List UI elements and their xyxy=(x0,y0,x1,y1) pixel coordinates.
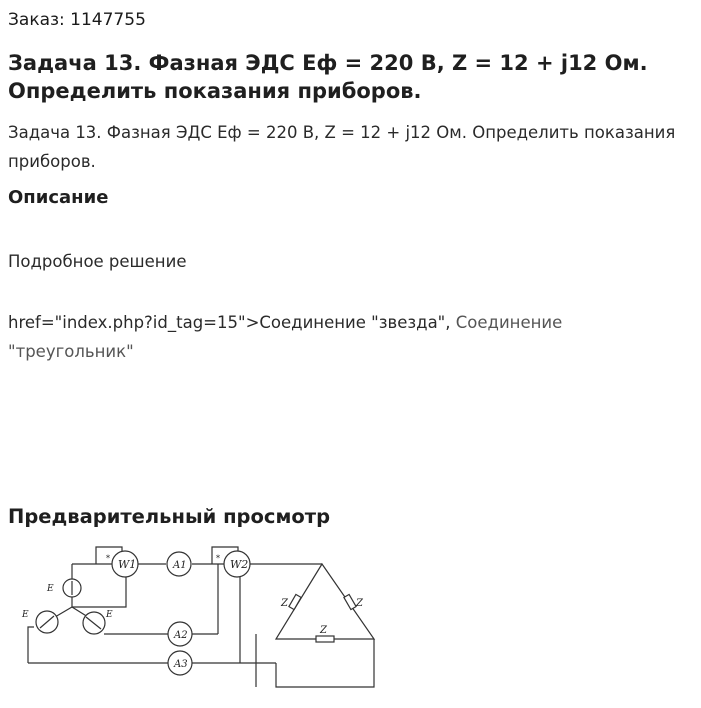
preview-heading: Предварительный просмотр xyxy=(8,505,331,528)
description-heading: Описание xyxy=(8,187,109,208)
impedance-bottom-label: Z xyxy=(320,625,327,636)
emf-a-label: E xyxy=(47,584,54,594)
circuit-diagram xyxy=(0,535,400,705)
wattmeter1-label: W1 xyxy=(118,558,137,571)
wattmeter2-label: W2 xyxy=(230,558,249,571)
ammeter2-label: A2 xyxy=(174,630,188,641)
impedance-left-label: Z xyxy=(281,598,288,609)
emf-c-label: E xyxy=(106,610,113,620)
task-description: Задача 13. Фазная ЭДС Еф = 220 В, Z = 12 + j12 Ом. Определить показания приборов. xyxy=(8,123,676,171)
impedance-right-label: Z xyxy=(356,598,363,609)
star-marker-w1: * xyxy=(106,554,110,563)
ammeter3-label: A3 xyxy=(174,659,188,670)
emf-b-label: E xyxy=(22,610,29,620)
star-marker-w2: * xyxy=(216,554,220,563)
order-number: Заказ: 1147755 xyxy=(8,10,146,30)
tags-line xyxy=(8,308,648,366)
solution-label: Подробное решение xyxy=(8,252,187,271)
ammeter1-label: A1 xyxy=(173,560,187,571)
tag-link-triangle[interactable]: Соединение "треугольник" xyxy=(8,313,563,361)
page-title: Задача 13. Фазная ЭДС Еф = 220 В, Z = 12 + j12 Ом. Определить показания приборов. xyxy=(8,51,648,103)
tags-prefix: href="index.php?id_tag=15">Соединение "звезда", xyxy=(8,313,456,332)
